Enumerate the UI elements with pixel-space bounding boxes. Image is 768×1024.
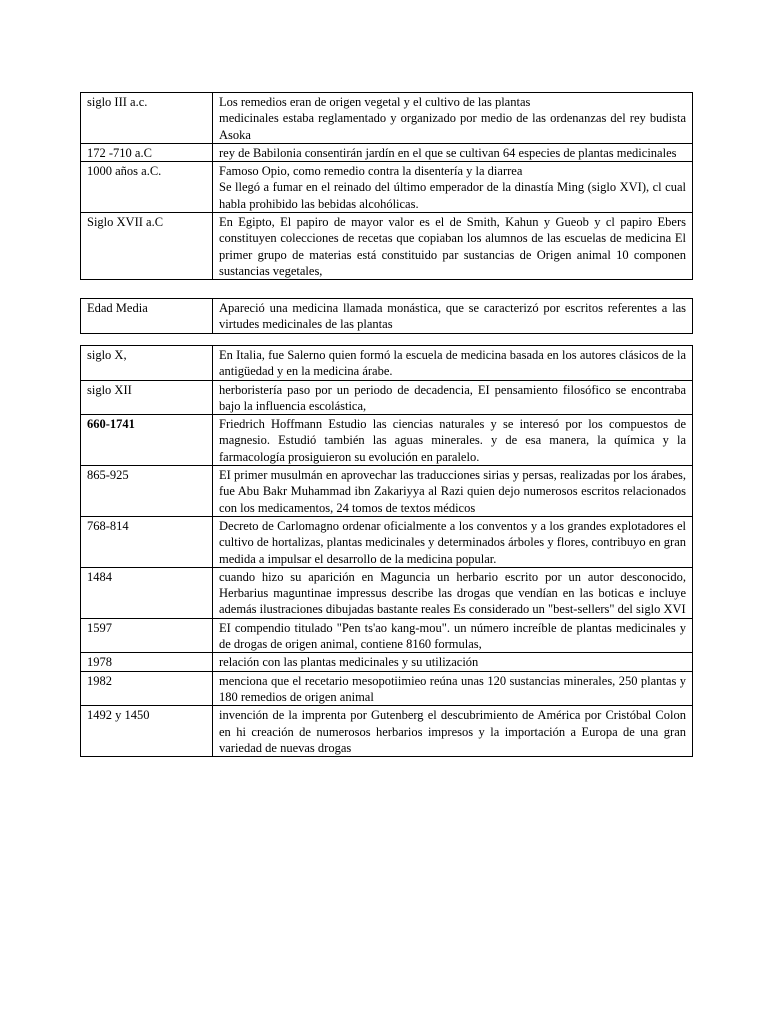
timeline-table-middle-ages xyxy=(80,298,693,334)
date-cell: 1000 años a.C. xyxy=(81,162,213,213)
description-cell: Los remedios eran de origen vegetal y el cultivo de las plantas medicinales estaba reglamentado y organizado por medio de las ordenanzas del rey budista Asoka xyxy=(213,93,693,144)
table-row xyxy=(81,346,693,381)
description-cell: EI compendio titulado "Pen ts'ao kang-mou". un número increíble de plantas medicinales y de drogas de origen animal, contiene 8160 formulas, xyxy=(213,618,693,653)
table-row xyxy=(81,671,693,706)
table-row xyxy=(81,415,693,466)
table-row xyxy=(81,466,693,517)
table-row xyxy=(81,618,693,653)
description-cell: Apareció una medicina llamada monástica, que se caracterizó por escritos referentes a las virtudes medicinales de las plantas xyxy=(213,299,693,334)
date-cell: 1597 xyxy=(81,618,213,653)
description-cell: En Italia, fue Salerno quien formó la escuela de medicina basada en los autores clásicos de la antigüedad y en la medicina árabe. xyxy=(213,346,693,381)
table-row xyxy=(81,162,693,213)
description-cell: relación con las plantas medicinales y su utilización xyxy=(213,653,693,671)
date-cell: 1492 y 1450 xyxy=(81,706,213,757)
description-cell: herboristería paso por un periodo de decadencia, EI pensamiento filosófico se encontraba bajo la influencia escolástica, xyxy=(213,380,693,415)
date-cell: 1978 xyxy=(81,653,213,671)
description-cell: menciona que el recetario mesopotiimieo reúna unas 120 sustancias minerales, 250 plantas y 180 remedios de origen animal xyxy=(213,671,693,706)
timeline-table-ancient xyxy=(80,92,693,280)
table-row xyxy=(81,380,693,415)
table-row xyxy=(81,516,693,567)
description-cell: Friedrich Hoffmann Estudio las ciencias naturales y se interesó por los compuestos de magnesio. Estudió también las aguas minerales. y de esa manera, la química y la farmacología prosiguieron su evolución en paralelo. xyxy=(213,415,693,466)
table-row xyxy=(81,143,693,161)
date-cell: Edad Media xyxy=(81,299,213,334)
date-cell: siglo X, xyxy=(81,346,213,381)
date-cell: siglo XII xyxy=(81,380,213,415)
date-cell: siglo III a.c. xyxy=(81,93,213,144)
description-cell: invención de la imprenta por Gutenberg el descubrimiento de América por Cristóbal Colon en hi creación de numerosos herbarios impresos y la importación a Europa de una gran variedad de nuevas drogas xyxy=(213,706,693,757)
description-cell: En Egipto, El papiro de mayor valor es el de Smith, Kahun y Gueob y cl papiro Ebers constituyen colecciones de recetas que copiaban los alumnos de las escuelas de medicina El primer grupo de materias está constituido par sustancias de Origen animal 10 componen sustancias vegetales, xyxy=(213,213,693,280)
table-row xyxy=(81,706,693,757)
date-cell: 1982 xyxy=(81,671,213,706)
description-cell: EI primer musulmán en aprovechar las traducciones sirias y persas, realizadas por los árabes, fue Abu Bakr Muhammad ibn Zakariyya al Razi quien dejo numerosos escritos relacionados con los medicamentos, 24 tomos de textos médicos xyxy=(213,466,693,517)
date-cell: 1484 xyxy=(81,567,213,618)
table-row xyxy=(81,653,693,671)
date-cell: 172 -710 a.C xyxy=(81,143,213,161)
table-row xyxy=(81,93,693,144)
date-cell: Siglo XVII a.C xyxy=(81,213,213,280)
date-cell: 660-1741 xyxy=(81,415,213,466)
description-cell: Decreto de Carlomagno ordenar oficialmente a los conventos y a los grandes explotadores el cultivo de hortalizas, plantas medicinales y determinados árboles y flores, contribuyo en gran medida a impulsar el desarrollo de la medicina popular. xyxy=(213,516,693,567)
date-cell: 865-925 xyxy=(81,466,213,517)
date-cell: 768-814 xyxy=(81,516,213,567)
description-cell: Famoso Opio, como remedio contra la disentería y la diarrea Se llegó a fumar en el reinado del último emperador de la dinastía Ming (siglo XVI), cl cual habla prohibido las bebidas alcohólicas. xyxy=(213,162,693,213)
description-cell: rey de Babilonia consentirán jardín en el que se cultivan 64 especies de plantas medicinales xyxy=(213,143,693,161)
table-row xyxy=(81,299,693,334)
description-cell: cuando hizo su aparición en Maguncia un herbario escrito por un autor desconocido, Herbarius maguntinae impressus describe las drogas que vendían en las boticas e incluye además ilustraciones dibujadas bastante reales Es considerado un "best-sellers" del siglo XVI xyxy=(213,567,693,618)
table-row xyxy=(81,567,693,618)
table-row xyxy=(81,213,693,280)
timeline-table-later xyxy=(80,345,693,757)
